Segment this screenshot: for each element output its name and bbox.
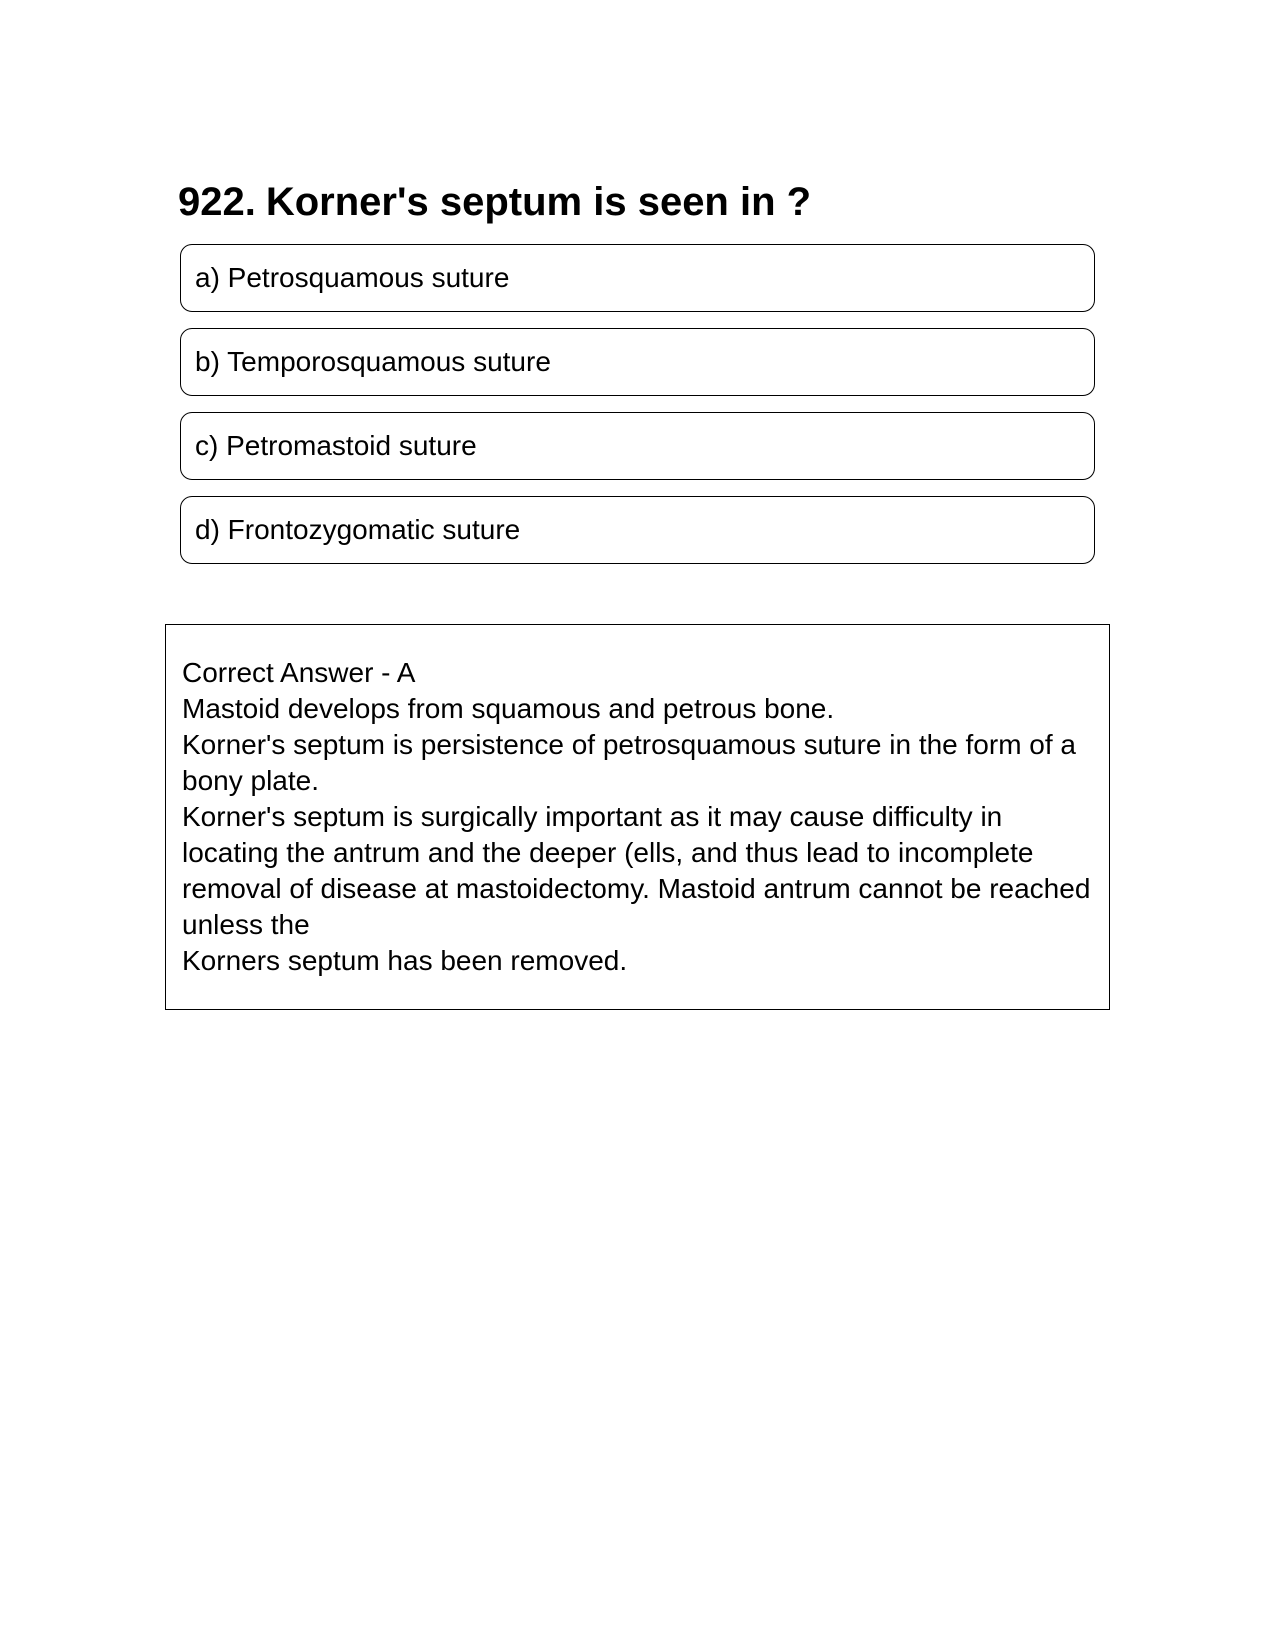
answer-explanation-box [165, 624, 1110, 1010]
explanation-line-3: Korner's septum is surgically important as it may cause difficulty in locating the antrum and the deeper (ells, and thus lead to incomplete removal of disease at mastoidectomy. Mastoid antrum cannot be reached unless the [182, 801, 1091, 940]
question-number: 922. [178, 180, 256, 224]
explanation-line-4: Korners septum has been removed. [182, 945, 628, 976]
option-b[interactable]: b) Temporosquamous suture [180, 328, 1095, 396]
correct-answer: Correct Answer - A [182, 657, 416, 688]
option-a[interactable]: a) Petrosquamous suture [180, 244, 1095, 312]
explanation-line-1: Mastoid develops from squamous and petrous bone. [182, 693, 835, 724]
options-list [180, 244, 1095, 580]
option-d[interactable]: d) Frontozygomatic suture [180, 496, 1095, 564]
explanation-line-2: Korner's septum is persistence of petrosquamous suture in the form of a bony plate. [182, 729, 1077, 796]
question-text: Korner's septum is seen in ? [265, 180, 812, 224]
option-c[interactable]: c) Petromastoid suture [180, 412, 1095, 480]
question-heading [178, 176, 811, 228]
